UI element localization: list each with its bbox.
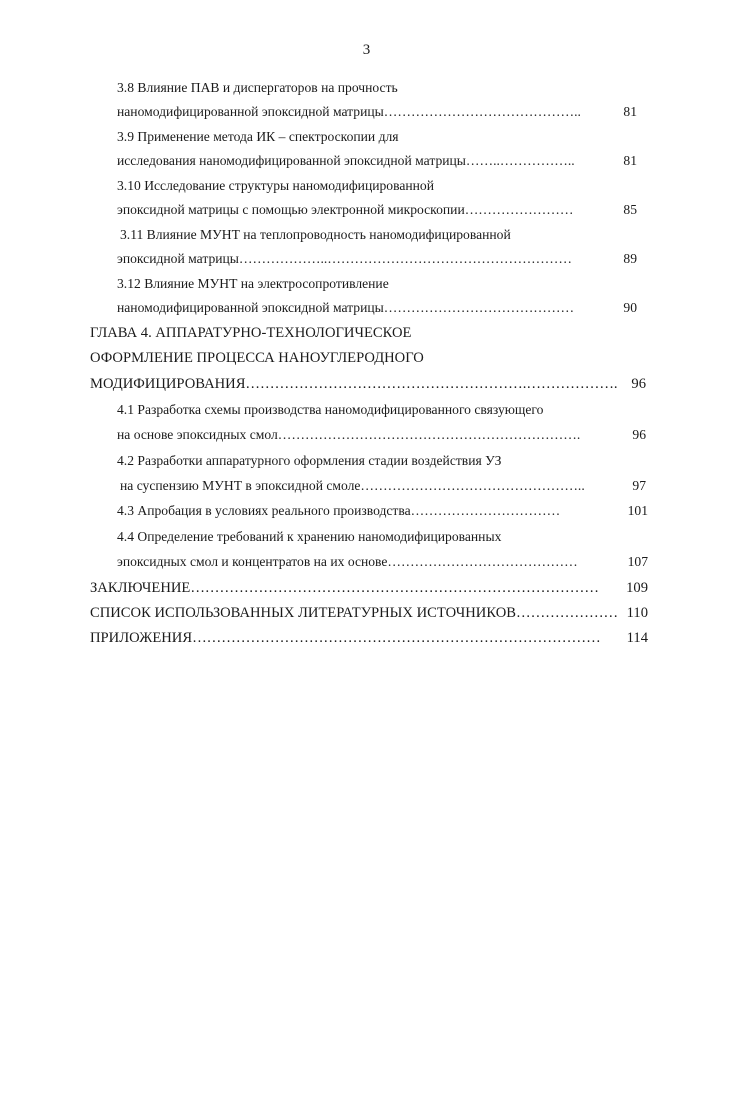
toc-line bbox=[117, 423, 646, 447]
toc-line bbox=[117, 296, 637, 320]
toc-line bbox=[117, 76, 637, 100]
toc-line bbox=[90, 601, 648, 625]
toc-entry-text: 3.8 Влияние ПАВ и диспергаторов на прочность bbox=[117, 80, 398, 95]
toc-entry-text: 3.9 Применение метода ИК – спектроскопии для bbox=[117, 129, 399, 144]
toc-line bbox=[117, 499, 648, 523]
toc-entry-text: наномодифицированной эпоксидной матрицы…………………………………… bbox=[117, 300, 575, 315]
toc-entry-text: 4.4 Определение требований к хранению наномодифицированных bbox=[117, 529, 502, 544]
toc-line bbox=[90, 372, 646, 396]
page-number: 3 bbox=[362, 42, 371, 58]
toc-entry-text: на суспензию МУНТ в эпоксидной смоле………………………………………….. bbox=[120, 478, 585, 493]
toc-entry-text: эпоксидной матрицы………………..……………………………………………… bbox=[117, 251, 572, 266]
toc-line bbox=[90, 321, 646, 345]
toc-entry-text: 3.11 Влияние МУНТ на теплопроводность наномодифицированной bbox=[120, 227, 511, 242]
toc-line bbox=[117, 247, 637, 271]
toc-page-number: 114 bbox=[627, 626, 648, 650]
toc-line bbox=[90, 576, 648, 600]
toc-page-number: 85 bbox=[623, 198, 637, 222]
toc-line bbox=[120, 223, 637, 247]
toc-entry-text: 4.3 Апробация в условиях реального производства…………………………… bbox=[117, 503, 561, 518]
toc-line bbox=[90, 626, 648, 650]
toc-entry-text: на основе эпоксидных смол…………………………………………………………. bbox=[117, 427, 581, 442]
toc-line bbox=[117, 272, 637, 296]
toc-entry-text: наномодифицированной эпоксидной матрицы…………………………………….. bbox=[117, 104, 581, 119]
toc-page-number: 81 bbox=[623, 149, 637, 173]
toc-entry-text: 4.2 Разработки аппаратурного оформления стадии воздействия УЗ bbox=[117, 453, 502, 468]
toc-page-number: 81 bbox=[623, 100, 637, 124]
toc-entry-text: ЗАКЛЮЧЕНИЕ………………………………………………………………………… bbox=[90, 580, 599, 596]
toc-page-number: 90 bbox=[623, 296, 637, 320]
toc-entry-text: МОДИФИЦИРОВАНИЯ………………………………………………….………………. bbox=[90, 376, 618, 392]
toc-entry-text: 3.12 Влияние МУНТ на электросопротивление bbox=[117, 276, 389, 291]
toc-line bbox=[117, 100, 637, 124]
toc-page-number: 109 bbox=[626, 576, 648, 600]
toc-line bbox=[117, 550, 648, 574]
toc-page-number: 97 bbox=[632, 474, 646, 498]
toc-entry-text: ОФОРМЛЕНИЕ ПРОЦЕССА НАНОУГЛЕРОДНОГО bbox=[90, 350, 424, 366]
toc-line bbox=[117, 398, 646, 422]
toc-line bbox=[117, 449, 646, 473]
toc-entry-text: 4.1 Разработка схемы производства наномодифицированного связующего bbox=[117, 402, 544, 417]
toc-page-number: 101 bbox=[628, 499, 648, 523]
toc-entry-text: эпоксидных смол и концентратов на их основе…………………………………… bbox=[117, 554, 578, 569]
toc-line bbox=[117, 149, 637, 173]
toc-page-number: 107 bbox=[628, 550, 648, 574]
toc-entry-text: эпоксидной матрицы с помощью электронной микроскопии…………………… bbox=[117, 202, 574, 217]
toc-entry-text: исследования наномодифицированной эпоксидной матрицы……..…………….. bbox=[117, 153, 575, 168]
toc-entry-text: ПРИЛОЖЕНИЯ………………………………………………………………………… bbox=[90, 630, 601, 646]
toc-entry-text: 3.10 Исследование структуры наномодифицированной bbox=[117, 178, 434, 193]
toc-line bbox=[117, 174, 637, 198]
toc-line bbox=[117, 525, 648, 549]
toc-page-number: 110 bbox=[627, 601, 648, 625]
toc-page-number: 89 bbox=[623, 247, 637, 271]
toc-entry-text: ГЛАВА 4. АППАРАТУРНО-ТЕХНОЛОГИЧЕСКОЕ bbox=[90, 325, 412, 341]
toc-line bbox=[120, 474, 646, 498]
toc-page-number: 96 bbox=[632, 423, 646, 447]
toc-page-number: 96 bbox=[631, 372, 646, 396]
toc-entry-text: СПИСОК ИСПОЛЬЗОВАННЫХ ЛИТЕРАТУРНЫХ ИСТОЧНИКОВ………………… bbox=[90, 605, 619, 621]
toc-line bbox=[90, 346, 646, 370]
toc-line bbox=[117, 198, 637, 222]
toc-line bbox=[117, 125, 637, 149]
